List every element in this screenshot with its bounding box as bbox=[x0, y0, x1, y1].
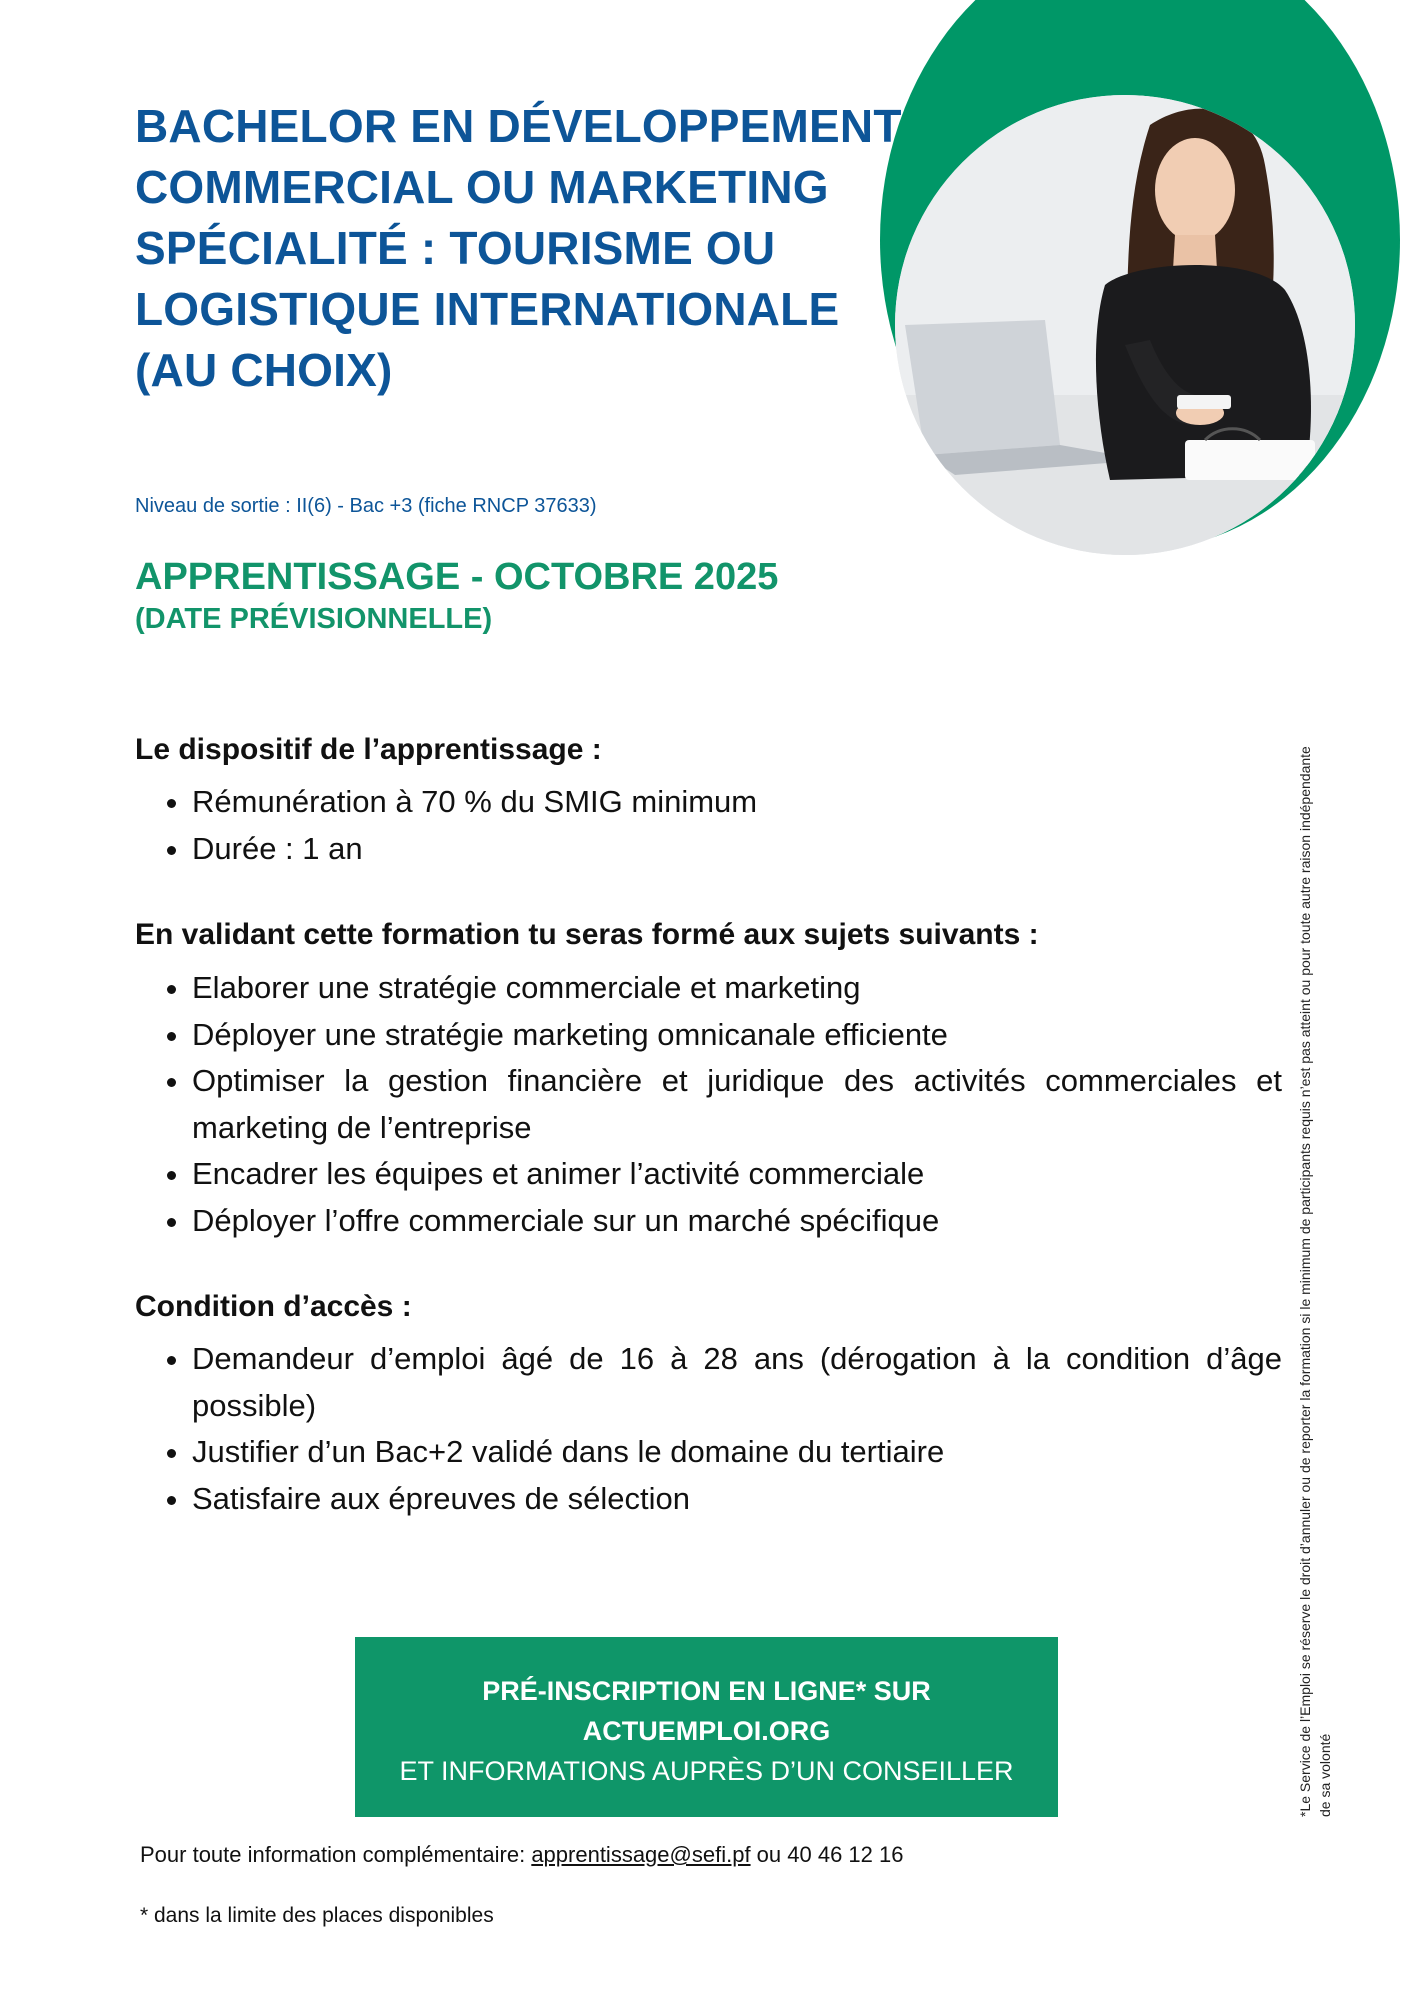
title-line: SPÉCIALITÉ : TOURISME OU bbox=[135, 222, 776, 274]
page-title bbox=[135, 96, 935, 401]
list-item: • Déployer l’offre commerciale sur un marché spécifique bbox=[192, 1198, 1282, 1245]
title-line: COMMERCIAL OU MARKETING bbox=[135, 161, 829, 213]
title-line: BACHELOR EN DÉVELOPPEMENT bbox=[135, 100, 902, 152]
list-item: • Encadrer les équipes et animer l’activité commerciale bbox=[192, 1151, 1282, 1198]
title-line: (AU CHOIX) bbox=[135, 344, 393, 396]
contact-line bbox=[140, 1842, 903, 1868]
section-title-dispositif: Le dispositif de l’apprentissage : bbox=[135, 733, 602, 766]
list-item: • Optimiser la gestion financière et juridique des activités commerciales et marketing de l’entreprise bbox=[192, 1058, 1282, 1151]
list-item: • Elaborer une stratégie commerciale et marketing bbox=[192, 965, 1282, 1012]
list-item: • Justifier d’un Bac+2 validé dans le domaine du tertiaire bbox=[192, 1429, 1282, 1476]
hero-photo bbox=[895, 95, 1355, 555]
cta-line-3: ET INFORMATIONS AUPRÈS D’UN CONSEILLER bbox=[399, 1756, 1014, 1786]
section-title-conditions: Condition d’accès : bbox=[135, 1290, 412, 1323]
list-item: • Déployer une stratégie marketing omnicanale efficiente bbox=[192, 1012, 1282, 1059]
sujets-list bbox=[135, 965, 1282, 1244]
session-heading: APPRENTISSAGE - OCTOBRE 2025 bbox=[135, 556, 779, 598]
cta-website-link[interactable]: ACTUEMPLOI.ORG bbox=[582, 1716, 831, 1746]
session-note: (DATE PRÉVISIONNELLE) bbox=[135, 603, 493, 635]
preinscription-banner[interactable] bbox=[355, 1637, 1058, 1817]
cta-line-1: PRÉ-INSCRIPTION EN LIGNE* SUR bbox=[482, 1676, 931, 1706]
title-line: LOGISTIQUE INTERNATIONALE bbox=[135, 283, 840, 335]
contact-prefix: Pour toute information complémentaire: bbox=[140, 1842, 532, 1867]
conditions-list bbox=[135, 1336, 1282, 1522]
list-item: • Durée : 1 an bbox=[192, 826, 1282, 873]
dispositif-list bbox=[135, 779, 1282, 872]
list-item: • Satisfaire aux épreuves de sélection bbox=[192, 1476, 1282, 1523]
contact-phone: ou 40 46 12 16 bbox=[750, 1842, 904, 1867]
list-item: • Rémunération à 70 % du SMIG minimum bbox=[192, 779, 1282, 826]
footnote: * dans la limite des places disponibles bbox=[140, 1904, 494, 1927]
contact-email-link[interactable]: apprentissage@sefi.pf bbox=[531, 1842, 751, 1867]
list-item: • Demandeur d’emploi âgé de 16 à 28 ans (dérogation à la condition d’âge possible) bbox=[192, 1336, 1282, 1429]
disclaimer-text: *Le Service de l’Emploi se réserve le droit d’annuler ou de reporter la formation si le minimum de participants requis n’est pas atteint ou pour toute autre raison indépendante de sa volonté bbox=[1297, 746, 1333, 1817]
section-title-sujets: En validant cette formation tu seras formé aux sujets suivants : bbox=[135, 918, 1039, 951]
disclaimer-container bbox=[1295, 727, 1345, 1817]
exit-level-text: Niveau de sortie : II(6) - Bac +3 (fiche RNCP 37633) bbox=[135, 495, 597, 517]
